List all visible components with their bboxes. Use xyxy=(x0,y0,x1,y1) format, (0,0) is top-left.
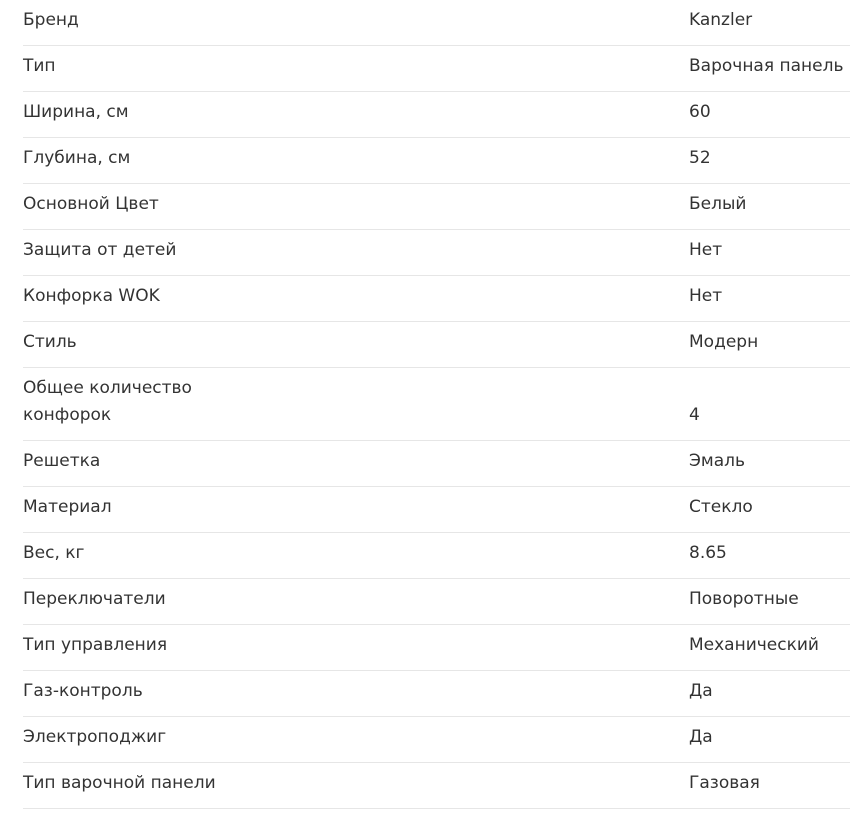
spec-label-text: Общее количество конфорок xyxy=(23,378,192,425)
spec-value: Kanzler xyxy=(689,10,753,30)
spec-label: Газ-контроль xyxy=(23,681,143,701)
spec-value: Модерн xyxy=(689,332,759,352)
spec-value: Поворотные xyxy=(689,589,799,609)
spec-value: Эмаль xyxy=(689,451,745,471)
spec-label: Ширина, см xyxy=(23,102,129,122)
spec-label: Вес, кг xyxy=(23,543,85,563)
spec-label: Переключатели xyxy=(23,589,166,609)
spec-label: Решетка xyxy=(23,451,101,471)
spec-row-depth xyxy=(23,138,850,184)
spec-value: Белый xyxy=(689,194,747,214)
spec-label: Стиль xyxy=(23,332,77,352)
spec-label: Основной Цвет xyxy=(23,194,159,214)
spec-row-material xyxy=(23,487,850,533)
spec-row-control-type xyxy=(23,625,850,671)
spec-row-burner-count xyxy=(23,368,850,441)
spec-label: Материал xyxy=(23,497,112,517)
spec-row-electric-ignition xyxy=(23,717,850,763)
spec-value: 8.65 xyxy=(689,543,727,563)
spec-row-color xyxy=(23,184,850,230)
spec-label: Конфорка WOK xyxy=(23,286,160,306)
spec-row-child-lock xyxy=(23,230,850,276)
spec-row-style xyxy=(23,322,850,368)
spec-value: Стекло xyxy=(689,497,753,517)
spec-row-hob-type xyxy=(23,763,850,809)
spec-value: Газовая xyxy=(689,773,760,793)
spec-row-grate xyxy=(23,441,850,487)
spec-label: Тип варочной панели xyxy=(23,773,216,793)
spec-value: Да xyxy=(689,681,713,701)
spec-value: 60 xyxy=(689,102,711,122)
spec-label: Защита от детей xyxy=(23,240,177,260)
spec-row-switches xyxy=(23,579,850,625)
spec-value: Нет xyxy=(689,240,723,260)
spec-row-wok-burner xyxy=(23,276,850,322)
spec-value: 4 xyxy=(689,405,700,425)
spec-label: Тип управления xyxy=(23,635,168,655)
spec-row-brand xyxy=(23,0,850,46)
spec-label: Бренд xyxy=(23,10,79,30)
product-specs-table xyxy=(23,0,850,809)
spec-label: Электроподжиг xyxy=(23,727,167,747)
spec-value: 52 xyxy=(689,148,711,168)
spec-row-type xyxy=(23,46,850,92)
spec-value: Да xyxy=(689,727,713,747)
spec-value: Механический xyxy=(689,635,819,655)
spec-label: Тип xyxy=(23,56,56,76)
spec-row-width xyxy=(23,92,850,138)
spec-row-gas-control xyxy=(23,671,850,717)
spec-value: Нет xyxy=(689,286,723,306)
spec-label xyxy=(23,375,689,429)
spec-value: Варочная панель xyxy=(689,56,844,76)
spec-label: Глубина, см xyxy=(23,148,131,168)
spec-row-weight xyxy=(23,533,850,579)
